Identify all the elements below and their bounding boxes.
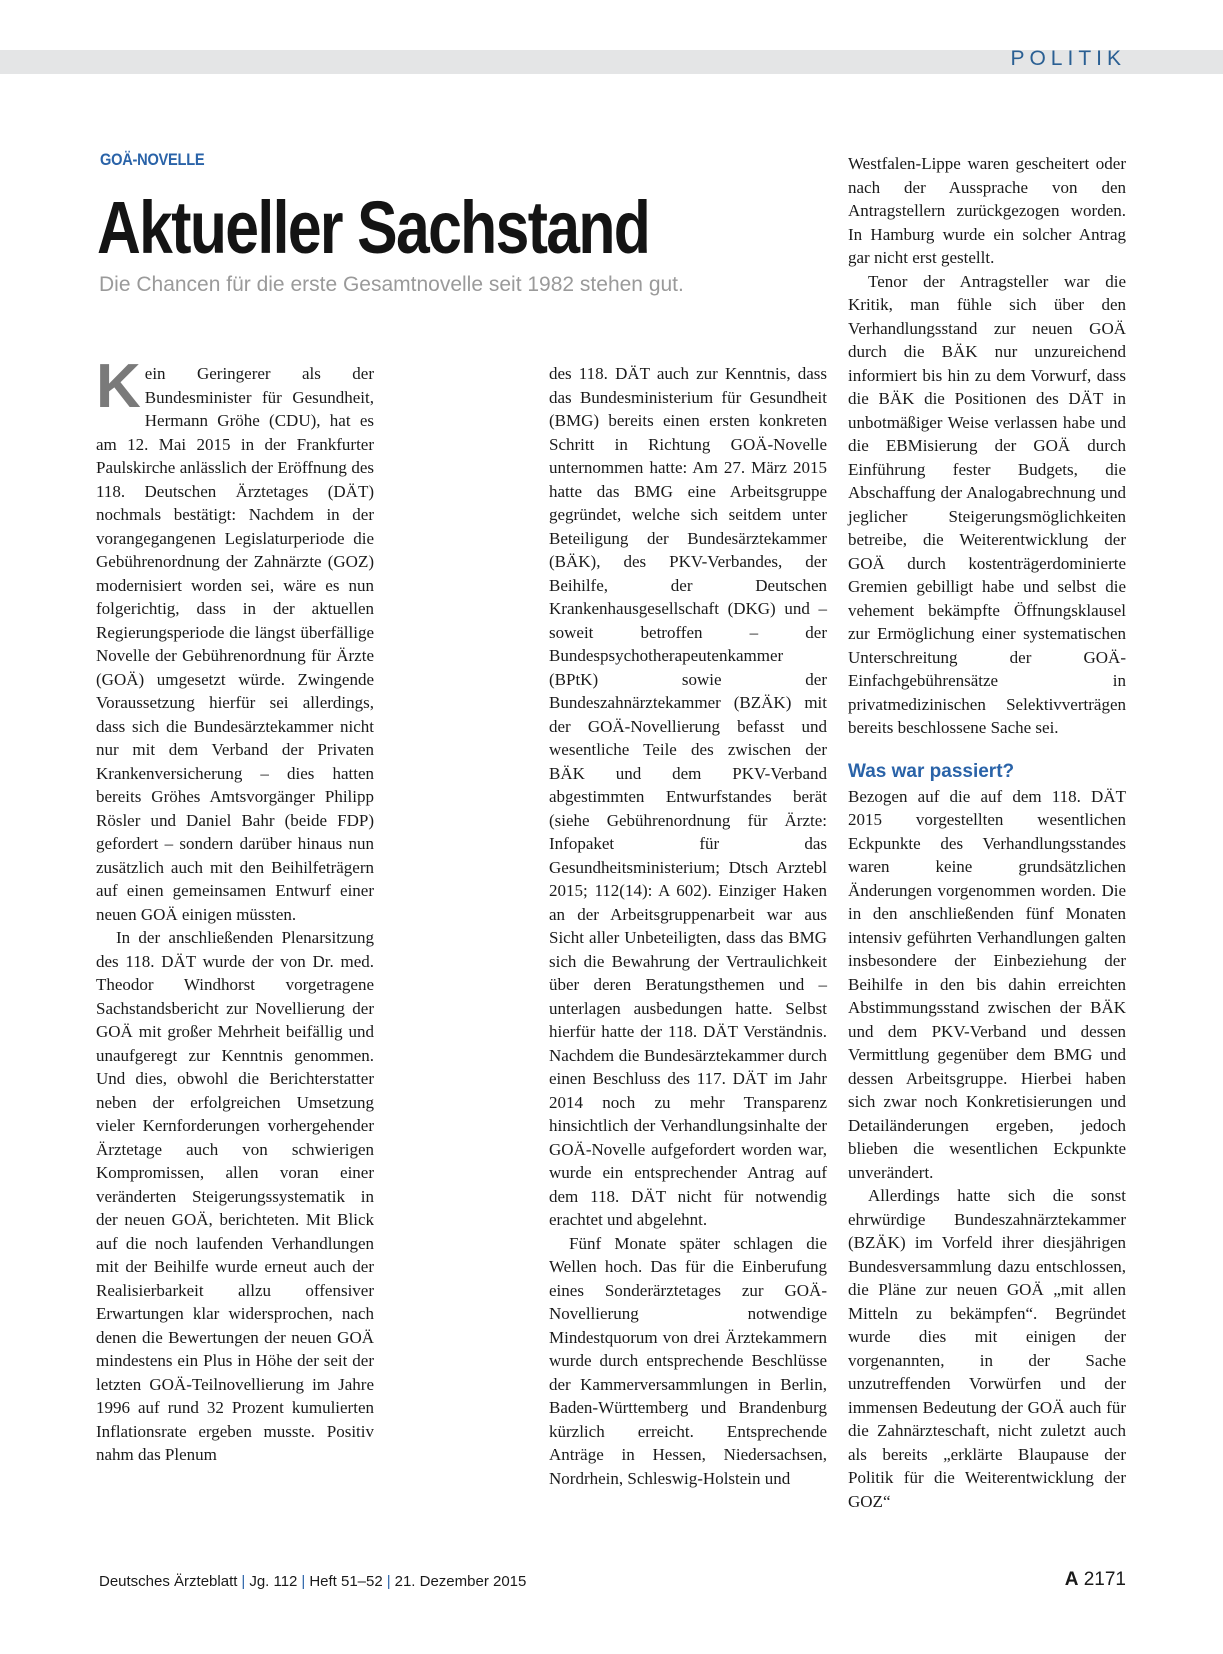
- page-number-value: 2171: [1083, 1569, 1126, 1590]
- text-column-3: [848, 152, 1126, 1513]
- article-subtitle: Die Chancen für die erste Gesamtnovelle seit 1982 stehen gut.: [99, 273, 684, 296]
- paragraph: In der anschließenden Plenarsitzung des 118. DÄT wurde der von Dr. med. Theodor Windhorst vorgetragene Sachstandsbericht zur Novellierung der GOÄ mit großer Mehrheit beifällig und unaufgeregt zur Kenntnis genommen. Und dies, obwohl die Berichterstatter neben der erfolgreichen Umsetzung vieler Kernforderungen vorhergehender Ärztetage auch von schwierigen Kompromissen, allen voran einer veränderten Steigerungssystematik in der neuen GOÄ, berichteten. Mit Blick auf die noch laufenden Verhandlungen mit der Beihilfe wurde erneut auch der Realisierbarkeit allzu offensiver Erwartungen klar widersprochen, nach denen die Bewertungen der neuen GOÄ mindestens ein Plus in Höhe der seit der letzten GOÄ-Teilnovellierung im Jahre 1996 auf rund 32 Prozent kumulierten Inflationsrate ergeben musste. Positiv nahm das Plenum: [96, 928, 374, 1464]
- footer-citation: [99, 1573, 526, 1590]
- article-kicker: GOÄ-NOVELLE: [100, 150, 205, 169]
- article-title: Aktueller Sachstand: [97, 186, 650, 269]
- section-subhead: Was war passiert?: [848, 760, 1015, 782]
- paragraph: Bezogen auf die auf dem 118. DÄT 2015 vorgestellten wesentlichen Eckpunkte des Verhandlungsstandes waren keine grundsätzlichen Änderungen vorgenommen worden. Die in den anschließenden fünf Monaten intensiv geführten Verhandlungen galten insbesondere der Einbeziehung der Beihilfe in den bis dahin erreichten Abstimmungsstand zwischen der BÄK und dem PKV-Verband und dessen Vermittlung gegenüber dem BMG und dessen Arbeitsgruppe. Hierbei haben sich zwar noch Konkretisierungen und Detailänderungen ergeben, jedoch blieben die wesentlichen Eckpunkte unverändert.: [848, 786, 1126, 1182]
- journal-name: Deutsches Ärzteblatt: [99, 1573, 238, 1590]
- separator: |: [241, 1573, 246, 1590]
- issue-date: 21. Dezember 2015: [394, 1573, 527, 1590]
- page-number: [1065, 1569, 1126, 1591]
- drop-cap: K: [96, 352, 141, 421]
- text-column-2: [549, 362, 827, 1490]
- section-label: POLITIK: [1010, 47, 1126, 70]
- text-column-1: [96, 352, 374, 1467]
- separator: |: [386, 1573, 391, 1590]
- page-prefix: A: [1064, 1569, 1079, 1590]
- separator: |: [301, 1573, 306, 1590]
- paragraph: Tenor der Antragsteller war die Kritik, man fühle sich über den Verhandlungsstand zur neuen GOÄ durch die BÄK nur unzureichend informiert bis hin zu dem Vorwurf, dass die BÄK die Positionen des DÄT in unbotmäßiger Weise verlassen habe und die EBMisierung der GOÄ durch Einführung fester Budgets, die Abschaffung der Analogabrechnung und jeglicher Steigerungsmöglichkeiten betreibe, die Weiterentwicklung der GOÄ durch kostenträgerdominierte Gremien gebilligt habe und selbst die vehement bekämpfte Öffnungsklausel zur Ermöglichung einer systematischen Unterschreitung der GOÄ-Einfachgebührensätze in privatmedizinischen Selektivverträgen bereits beschlossene Sache sei.: [848, 271, 1126, 737]
- volume: Jg. 112: [249, 1573, 298, 1590]
- paragraph: Allerdings hatte sich die sonst ehrwürdige Bundeszahnärztekammer (BZÄK) im Vorfeld ihrer diesjährigen Bundesversammlung dazu entschlossen, die Pläne zur neuen GOÄ „mit allen Mitteln zu bekämpfen“. Begründet wurde dies mit einigen der vorgenannten, in der Sache unzutreffenden Vorwürfen und der immensen Bedeutung der GOÄ auch für die Zahnärzteschaft, nicht zuletzt auch als bereits „erklärte Blaupause der Politik für die Weiterentwicklung der GOZ“: [848, 1186, 1126, 1511]
- paragraph-text: ein Geringerer als der Bundesminister für Gesundheit, Hermann Gröhe (CDU), hat es am 12. Mai 2015 in der Frankfurter Paulskirche anlässlich der Eröffnung des 118. Deutschen Ärztetages (DÄT) nochmals bestätigt: Nachdem in der vorangegangenen Legislaturperiode die Gebührenordnung der Zahnärzte (GOZ) modernisiert worden sei, wäre es nun folgerichtig, dass in der aktuellen Regierungsperiode die längst überfällige Novelle der Gebührenordnung für Ärzte (GOÄ) umgesetzt würde. Zwingende Voraussetzung hierfür sei allerdings, dass sich die Bundesärztekammer nicht nur mit dem Verband der Privaten Krankenversicherung – dies hatten bereits Gröhes Amtsvorgänger Philipp Rösler und Daniel Bahr (beide FDP) gefordert – sondern darüber hinaus nun zusätzlich auch mit den Beihilfeträgern auf einen gemeinsamen Entwurf einer neuen GOÄ einigen müssten.: [96, 364, 374, 924]
- issue: Heft 51–52: [309, 1573, 383, 1590]
- paragraph: Fünf Monate später schlagen die Wellen hoch. Das für die Einberufung eines Sonderärztetages zur GOÄ-Novellierung notwendige Mindestquorum von drei Ärztekammern wurde durch entsprechende Beschlüsse der Kammerversammlungen in Berlin, Baden-Württemberg und Brandenburg kürzlich erreicht. Entsprechende Anträge in Hessen, Niedersachsen, Nordrhein, Schleswig-Holstein und: [549, 1233, 827, 1488]
- paragraph: des 118. DÄT auch zur Kenntnis, dass das Bundesministerium für Gesundheit (BMG) bereits einen ersten konkreten Schritt in Richtung GOÄ-Novelle unternommen hatte: Am 27. März 2015 hatte das BMG eine Arbeitsgruppe gegründet, welche sich seitdem unter Beteiligung der Bundesärztekammer (BÄK), des PKV-Verbandes, der Beihilfe, der Deutschen Krankenhausgesellschaft (DKG) und – soweit betroffen – der Bundespsychotherapeutenkammer (BPtK) sowie der Bundeszahnärztekammer (BZÄK) mit der GOÄ-Novellierung befasst und wesentliche Teile des zwischen der BÄK und dem PKV-Verband abgestimmten Entwurfstandes berät (siehe Gebührenordnung für Ärzte: Infopaket für das Gesundheitsministerium; Dtsch Arztebl 2015; 112(14): A 602). Einziger Haken an der Arbeitsgruppenarbeit war aus Sicht aller Unbeteiligten, dass das BMG sich die Bewahrung der Vertraulichkeit über deren Beratungsthemen und –unterlagen ausbedungen hatte. Selbst hierfür hatte der 118. DÄT Verständnis. Nachdem die Bundesärztekammer durch einen Beschluss des 117. DÄT im Jahr 2014 noch zu mehr Transparenz hinsichtlich der Verhandlungsinhalte der GOÄ-Novelle aufgefordert worden war, wurde ein entsprechender Antrag auf dem 118. DÄT nicht für notwendig erachtet und abgelehnt.: [549, 364, 827, 1229]
- paragraph: [96, 352, 374, 926]
- paragraph: Westfalen-Lippe waren gescheitert oder nach der Aussprache von den Antragstellern zurückgezogen worden. In Hamburg wurde ein solcher Antrag gar nicht erst gestellt.: [848, 154, 1126, 267]
